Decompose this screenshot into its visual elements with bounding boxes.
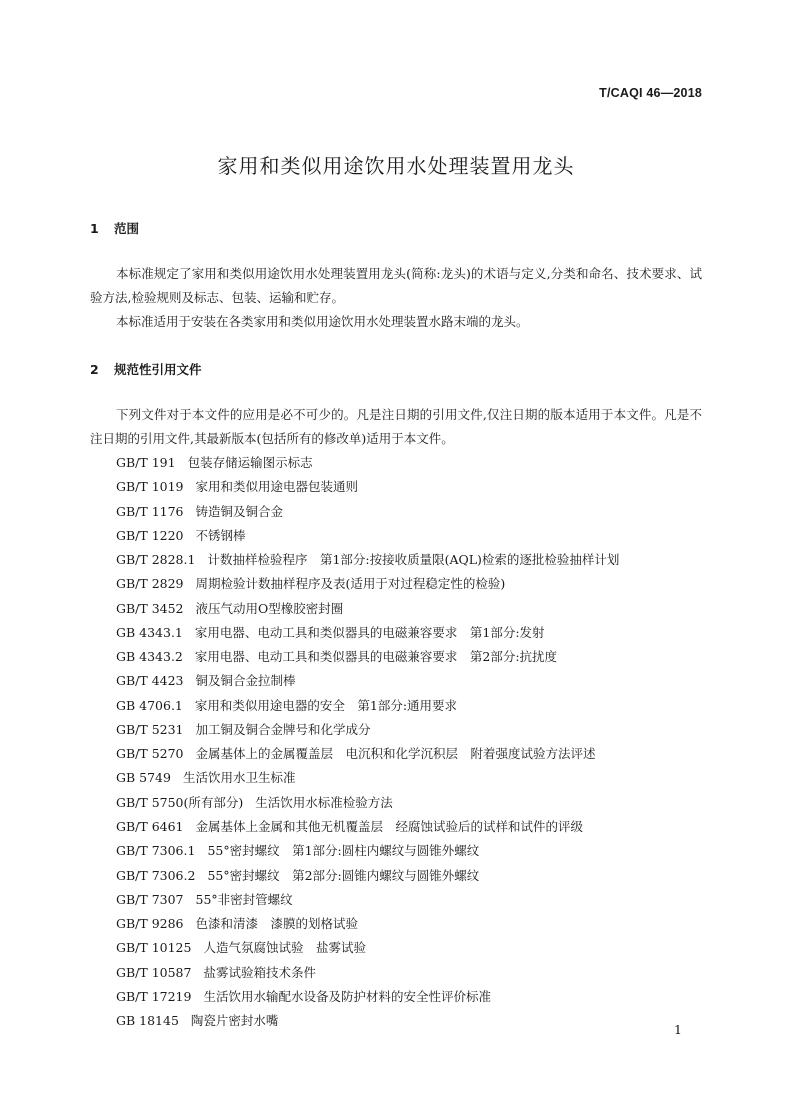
reference-code: GB 4343.2 — [116, 649, 183, 665]
reference-code: GB/T 5750(所有部分) — [116, 794, 244, 810]
reference-item — [116, 864, 619, 888]
reference-item — [116, 985, 619, 1009]
reference-code: GB/T 1220 — [116, 527, 184, 543]
reference-title: 家用和类似用途电器的安全 第1部分:通用要求 — [194, 697, 458, 713]
reference-item — [116, 961, 619, 985]
reference-code: GB/T 17219 — [116, 988, 192, 1004]
normative-references-list — [116, 451, 619, 1033]
reference-title: 55°非密封管螺纹 — [195, 891, 293, 907]
reference-code: GB/T 10125 — [116, 940, 192, 956]
reference-code: GB 4706.1 — [116, 697, 183, 713]
reference-code: GB/T 7306.2 — [116, 867, 196, 883]
reference-item — [116, 669, 619, 693]
reference-title: 金属基体上的金属覆盖层 电沉积和化学沉积层 附着强度试验方法评述 — [195, 746, 596, 762]
reference-code: GB/T 6461 — [116, 818, 184, 834]
reference-code: GB/T 4423 — [116, 673, 184, 689]
section-1-title: 范围 — [114, 221, 140, 236]
reference-title: 55°密封螺纹 第2部分:圆锥内螺纹与圆锥外螺纹 — [207, 867, 480, 883]
reference-item — [116, 815, 619, 839]
reference-code: GB 18145 — [116, 1013, 179, 1029]
reference-item — [116, 548, 619, 572]
section-1-paragraph-1: 本标准规定了家用和类似用途饮用水处理装置用龙头(简称:龙头)的术语与定义,分类和命名、技术要求、试验方法,检验规则及标志、包装、运输和贮存。 — [90, 266, 702, 305]
reference-code: GB/T 2828.1 — [116, 552, 196, 568]
reference-item — [116, 839, 619, 863]
reference-title: 金属基体上金属和其他无机覆盖层 经腐蚀试验后的试样和试件的评级 — [195, 818, 584, 834]
reference-item — [116, 500, 619, 524]
section-1-paragraph-2: 本标准适用于安装在各类家用和类似用途饮用水处理装置水路末端的龙头。 — [116, 314, 529, 329]
reference-title: 家用电器、电动工具和类似器具的电磁兼容要求 第1部分:发射 — [194, 624, 545, 640]
section-2-intro: 下列文件对于本文件的应用是必不可少的。凡是注日期的引用文件,仅注日期的版本适用于本文件。凡是不注日期的引用文件,其最新版本(包括所有的修改单)适用于本文件。 — [90, 407, 702, 446]
reference-code: GB/T 2829 — [116, 576, 184, 592]
reference-item — [116, 912, 619, 936]
reference-code: GB/T 7306.1 — [116, 843, 196, 859]
reference-item — [116, 572, 619, 596]
reference-item — [116, 475, 619, 499]
reference-title: 生活饮用水卫生标准 — [182, 770, 296, 786]
reference-item — [116, 524, 619, 548]
reference-item — [116, 694, 619, 718]
reference-code: GB/T 7307 — [116, 891, 184, 907]
reference-title: 家用和类似用途电器包装通则 — [195, 479, 359, 495]
reference-title: 铸造铜及铜合金 — [195, 503, 284, 519]
reference-code: GB/T 1176 — [116, 503, 184, 519]
reference-item — [116, 597, 619, 621]
reference-item — [116, 791, 619, 815]
reference-code: GB 4343.1 — [116, 624, 183, 640]
reference-code: GB/T 5231 — [116, 721, 184, 737]
reference-item — [116, 645, 619, 669]
page-number: 1 — [674, 1022, 682, 1037]
reference-title: 铜及铜合金拉制棒 — [195, 673, 296, 689]
reference-title: 人造气氛腐蚀试验 盐雾试验 — [203, 940, 366, 956]
reference-title: 家用电器、电动工具和类似器具的电磁兼容要求 第2部分:抗扰度 — [194, 649, 558, 665]
reference-item — [116, 718, 619, 742]
reference-item — [116, 888, 619, 912]
reference-code: GB/T 9286 — [116, 916, 184, 932]
section-2-number: 2 — [90, 362, 99, 377]
standard-code: T/CAQI 46—2018 — [599, 86, 702, 100]
reference-title: 生活饮用水输配水设备及防护材料的安全性评价标准 — [203, 988, 491, 1004]
reference-title: 加工铜及铜合金牌号和化学成分 — [195, 721, 371, 737]
reference-title: 周期检验计数抽样程序及表(适用于对过程稳定性的检验) — [195, 576, 506, 592]
reference-title: 液压气动用O型橡胶密封圈 — [195, 600, 344, 616]
section-2-title: 规范性引用文件 — [114, 362, 202, 377]
reference-title: 陶瓷片密封水嘴 — [190, 1013, 279, 1029]
reference-code: GB 5749 — [116, 770, 171, 786]
reference-item — [116, 1009, 619, 1033]
reference-item — [116, 742, 619, 766]
reference-code: GB/T 1019 — [116, 479, 184, 495]
reference-item — [116, 451, 619, 475]
reference-code: GB/T 3452 — [116, 600, 184, 616]
section-2-heading — [90, 360, 202, 378]
reference-item — [116, 936, 619, 960]
reference-item — [116, 621, 619, 645]
section-1-number: 1 — [90, 221, 99, 236]
reference-title: 55°密封螺纹 第1部分:圆柱内螺纹与圆锥外螺纹 — [207, 843, 480, 859]
document-title: 家用和类似用途饮用水处理装置用龙头 — [217, 154, 575, 178]
section-1-heading — [90, 219, 139, 237]
reference-title: 计数抽样检验程序 第1部分:按接收质量限(AQL)检索的逐批检验抽样计划 — [207, 552, 620, 568]
reference-title: 包装存储运输图示标志 — [187, 455, 313, 470]
reference-code: GB/T 10587 — [116, 964, 192, 980]
reference-title: 色漆和清漆 漆膜的划格试验 — [195, 916, 359, 932]
reference-code: GB/T 191 — [116, 455, 176, 470]
reference-title: 不锈钢棒 — [195, 527, 246, 543]
reference-title: 盐雾试验箱技术条件 — [203, 964, 316, 980]
reference-title: 生活饮用水标准检验方法 — [255, 794, 393, 810]
reference-item — [116, 766, 619, 790]
reference-code: GB/T 5270 — [116, 746, 184, 762]
